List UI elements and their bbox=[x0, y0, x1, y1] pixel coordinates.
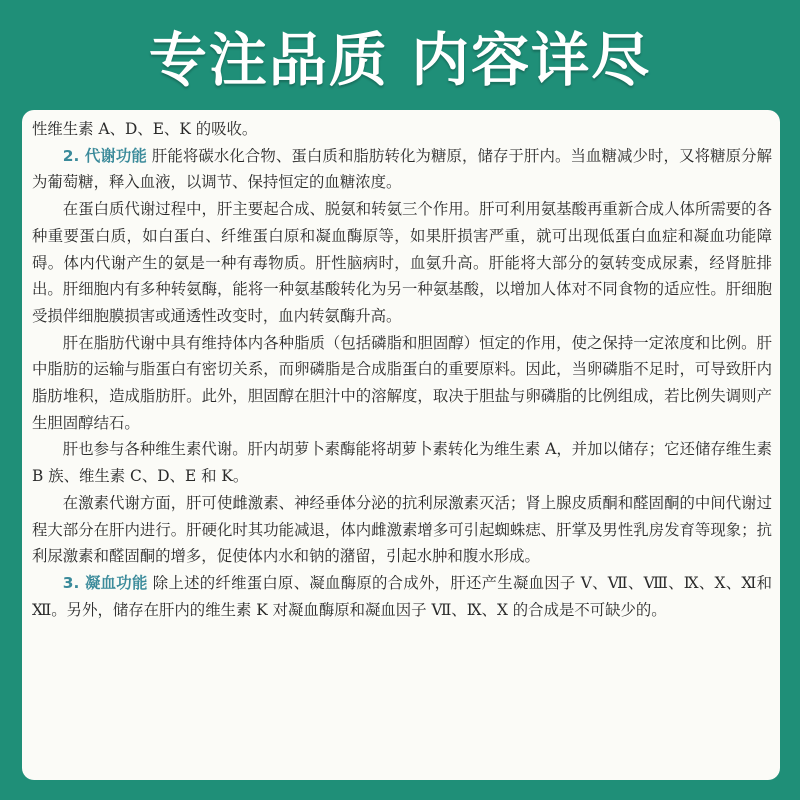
paragraph-coagulation bbox=[32, 570, 772, 623]
paragraph-vitamin-absorption: 性维生素 A、D、E、K 的吸收。 bbox=[32, 120, 258, 138]
paragraph-metabolism-text: 肝能将碳水化合物、蛋白质和脂肪转化为糖原，储存于肝内。当血糖减少时，又将糖原分解为葡萄糖，释入血液，以调节、保持恒定的血糖浓度。 bbox=[32, 146, 772, 192]
paragraph-protein-metabolism: 在蛋白质代谢过程中，肝主要起合成、脱氨和转氨三个作用。肝可利用氨基酸再重新合成人体所需要的各种重要蛋白质，如白蛋白、纤维蛋白原和凝血酶原等，如果肝损害严重，就可出现低蛋白血症和凝血功能障碍。体内代谢产生的氨是一种有毒物质。肝性脑病时，血氨升高。肝能将大部分的氨转变成尿素，经肾脏排出。肝细胞内有多种转氨酶，能将一种氨基酸转化为另一种氨基酸，以增加人体对不同食物的适应性。肝细胞受损伴细胞膜损害或通透性改变时，血内转氨酶升高。 bbox=[32, 200, 772, 325]
section-heading-metabolism: 2. 代谢功能 bbox=[62, 146, 147, 165]
promo-banner bbox=[0, 0, 800, 110]
paragraph-fat-metabolism: 肝在脂肪代谢中具有维持体内各种脂质（包括磷脂和胆固醇）恒定的作用，使之保持一定浓度和比例。肝中脂肪的运输与脂蛋白有密切关系，而卵磷脂是合成脂蛋白的重要原料。因此，当卵磷脂不足时，可导致肝内脂肪堆积，造成脂肪肝。此外，胆固醇在胆汁中的溶解度，取决于胆盐与卵磷脂的比例组成，若比例失调则产生胆固醇结石。 bbox=[32, 333, 772, 432]
paragraph-hormone-metabolism: 在激素代谢方面，肝可使雌激素、神经垂体分泌的抗利尿激素灭活；肾上腺皮质酮和醛固酮的中间代谢过程大部分在肝内进行。肝硬化时其功能减退，体内雌激素增多可引起蜘蛛痣、肝掌及男性乳房发育等现象；抗利尿激素和醛固酮的增多，促使体内水和钠的潴留，引起水肿和腹水形成。 bbox=[32, 493, 772, 566]
paragraph-coagulation-text: 除上述的纤维蛋白原、凝血酶原的合成外，肝还产生凝血因子 Ⅴ、Ⅶ、Ⅷ、Ⅸ、Ⅹ、Ⅺ和Ⅻ。另外，储存在肝内的维生素 K 对凝血酶原和凝血因子 Ⅶ、Ⅸ、Ⅹ 的合成是不可缺少的。 bbox=[32, 573, 772, 619]
document-page bbox=[22, 110, 780, 780]
paragraph-vitamin-metabolism: 肝也参与各种维生素代谢。肝内胡萝卜素酶能将胡萝卜素转化为维生素 A，并加以储存；它还储存维生素 B 族、维生素 C、D、E 和 K。 bbox=[32, 440, 772, 486]
banner-title: 专注品质 内容详尽 bbox=[148, 26, 652, 94]
paragraph-metabolism bbox=[32, 143, 772, 196]
section-heading-coagulation: 3. 凝血功能 bbox=[62, 573, 148, 592]
document-body bbox=[32, 116, 772, 623]
